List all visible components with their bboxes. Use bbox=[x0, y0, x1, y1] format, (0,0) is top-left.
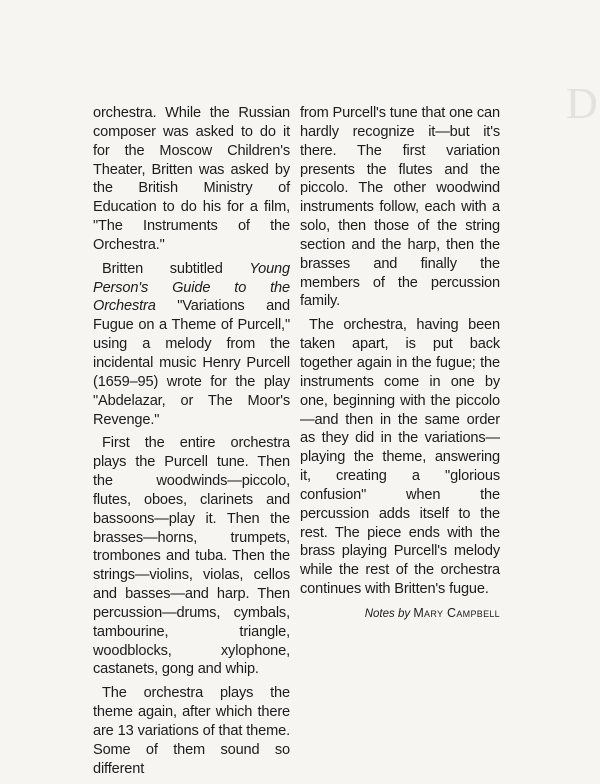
credit-author: Mary Campbell bbox=[413, 605, 500, 620]
left-paragraph-1: orchestra. While the Russian composer was asked to do it for the Moscow Children's Theater, Britten was asked by the British Ministry of Education to do his for a film, "The Instruments of the Orchestra." bbox=[93, 105, 290, 253]
credit-prefix: Notes by bbox=[364, 607, 414, 620]
left-paragraph-2-start: Britten subtitled bbox=[102, 260, 250, 277]
right-paragraph-1: from Purcell's tune that one can hardly recognize it—but it's there. The first variation presents the flutes and the piccolo. The other woodwind instruments follow, each with a solo, then those of the string section and the harp, then the brasses and finally the members of the percussion family. bbox=[300, 105, 500, 310]
left-paragraph-4: The orchestra plays the theme again, after which there are 13 variations of that theme. Some of them sound so different bbox=[93, 685, 290, 777]
right-paragraph-2: The orchestra, having been taken apart, is put back together again in the fugue; the instruments come in one by one, beginning with the piccolo—and then in the same order as they did in the variations—playing the theme, answering it, creating a "glorious confusion" when the percussion adds itself to the rest. The piece ends with the brass playing Purcell's melody while the rest of the orchestra continues with Britten's fugue. bbox=[300, 317, 500, 598]
right-column bbox=[300, 104, 500, 624]
left-paragraph-3: First the entire orchestra plays the Purcell tune. Then the woodwinds—piccolo, flutes, oboes, clarinets and bassoons—play it. Then the brasses—horns, trumpets, trombones and tuba. Then the strings—violins, violas, cellos and basses—and harp. Then percussion—drums, cymbals, tambourine, triangle, woodblocks, xylophone, castanets, gong and whip. bbox=[93, 435, 290, 678]
bleed-through-initial: D bbox=[566, 79, 598, 128]
left-column bbox=[93, 104, 290, 784]
work-title: Young Person's Guide to the Orchestra bbox=[93, 260, 290, 315]
author-credit bbox=[300, 604, 500, 624]
left-paragraph-2-end: "Variations and Fugue on a Theme of Purcell," using a melody from the incidental music Henry Purcell (1659–95) wrote for the play "Abdelazar, or The Moor's Revenge." bbox=[93, 298, 290, 428]
left-paragraph-2 bbox=[93, 260, 290, 430]
